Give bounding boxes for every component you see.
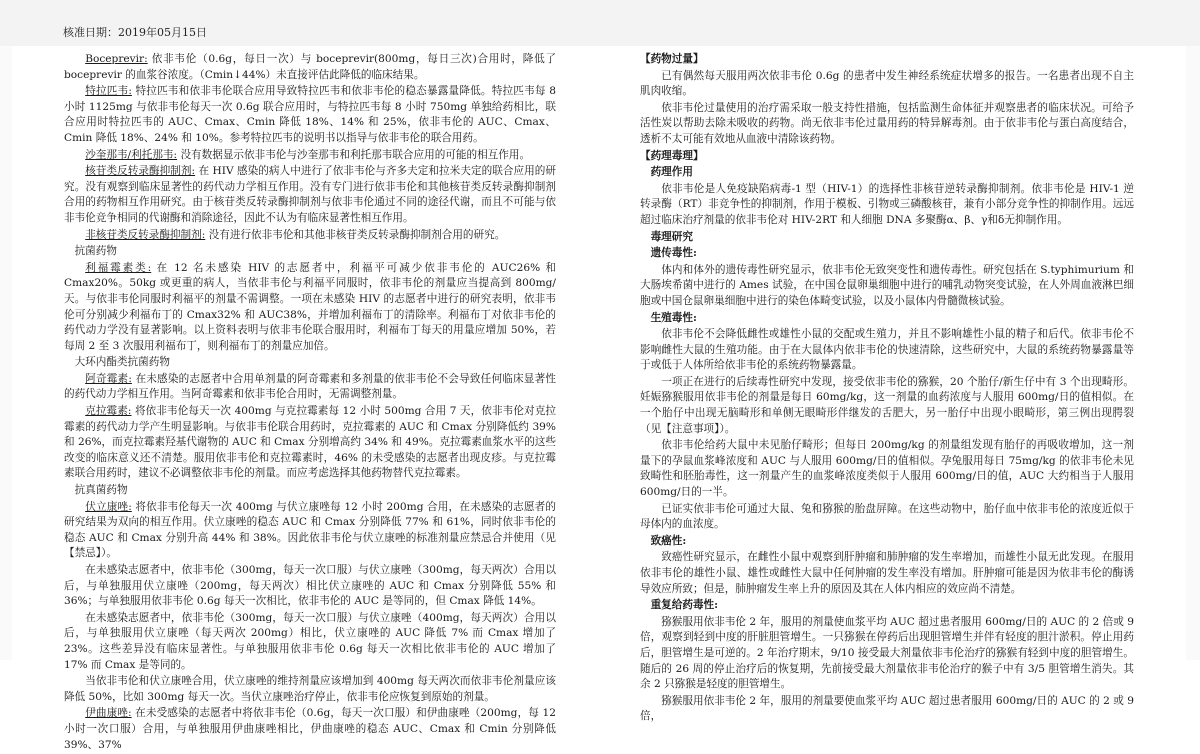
- drug-name-heading: 非核苷类反转录酶抑制剂:: [85, 228, 206, 241]
- paragraph: 一项正在进行的后续毒性研究中发现，接受依非韦伦的猕猴，20 个胎仔/新生仔中有 3 个出现畸形。妊娠猕猴服用依非韦伦的剂量是每日 60mg/kg，这一剂量的血药浓度与人服用 600mg/日的值相似。在一个胎仔中出现无脑畸形和单侧无眼畸形伴继发的舌肥大，另一胎仔中出现小眼畸形，第三例出现腭裂（见【注意事项】）。: [640, 375, 1134, 435]
- subsection-heading: 生殖毒性:: [650, 311, 697, 324]
- paragraph: [64, 706, 556, 753]
- paragraph-text: 将依非韦伦每天一次 400mg 与伏立康唑每 12 小时 200mg 合用，在未感染的志愿者的研究结果为双向的相互作用。伏立康唑的稳态 AUC 和 Cmax 分别降低 77% 和 61%，同时依非韦伦的稳态 AUC 和 Cmax 分别升高 44% 和 38%。因此依非韦伦与伏立康唑的标准剂量应禁忌合并使用（见【禁忌】）。: [64, 500, 556, 560]
- section-heading: 【药物过量】: [640, 53, 704, 65]
- paragraph-text: 在未感染的志愿者中合用单剂量的阿奇霉素和多剂量的依非韦伦不会导致任何临床显著性的药代动力学相互作用。当阿奇霉素和依非韦伦合用时，无需调整剂量。: [64, 372, 556, 401]
- paragraph-text: 在 12 名未感染 HIV 的志愿者中，利福平可减少依非韦伦的 AUC26% 和 Cmax20%。50kg 或更重的病人，当依非韦伦与利福平同服时，依非韦伦的剂量应当提高到 800mg/天。与依非韦伦同服时利福平的剂量不需调整。一项在未感染 HIV 的志愿者中进行的研究表明，依非韦伦可分别减少利福布丁的 Cmax32% 和 AUC38%，并增加利福布丁的清除率。利福布丁对依非韦伦的药代动力学没有显著影响。以上资料表明与依非韦伦联合服用时，利福布丁每天的用量应增加 50%，若每周 2 至 3 次服用利福布丁，则利福布丁的剂量应加倍。: [64, 261, 556, 352]
- paragraph-text: 在 HIV 感染的病人中进行了依非韦伦与齐多夫定和拉米夫定的联合应用的研究。没有观察到临床显著性的药代动力学相互作用。没有专门进行依非韦伦和其他核苷类反转录酶抑制剂合用的药物相互作用研究。由于核苷类反转录酶抑制剂与依非韦伦通过不同的途径代谢，而且不可能与依非韦伦竞争相同的代谢酶和消除途径，因此不认为有临床显著性相互作用。: [64, 165, 556, 224]
- paragraph: [64, 372, 556, 403]
- paragraph-text: 将依非韦伦每天一次 400mg 与克拉霉素每 12 小时 500mg 合用 7 天，依非韦伦对克拉霉素的药代动力学产生明显影响。与依非韦伦联合用药时，克拉霉素的 AUC 和 Cmax 分别降低约 39% 和 26%，而克拉霉素羟基代谢物的 AUC 和 Cmax 分别增高约 34% 和 49%。克拉霉素血浆水平的这些改变的临床意义还不清楚。服用依非韦伦和克拉霉素时，46% 的未受感染的志愿者出现皮疹。与克拉霉素联合用药时，建议不必调整依非韦伦的剂量。而应考虑选择其他药物替代克拉霉素。: [64, 405, 556, 480]
- paragraph: 依非韦伦是人免疫缺陷病毒-1 型（HIV-1）的选择性非核苷逆转录酶抑制剂。依非韦伦是 HIV-1 逆转录酶（RT）非竞争性的抑制剂，作用于模板、引物或三磷酸核苷，兼有小部分竞争性的抑制作用。远远超过临床治疗剂量的依非韦伦对 HIV-2RT 和人细胞 DNA 多聚酶α、β、γ和δ无抑制作用。: [640, 182, 1134, 226]
- subsection-heading: 药理作用: [650, 166, 693, 179]
- subsection-heading: 遗传毒性:: [650, 247, 697, 260]
- paragraph: 在未感染志愿者中，依非韦伦（300mg，每天一次口服）与伏立康唑（300mg，每天两次）合用以后，与单独服用伏立康唑（200mg，每天两次）相比伏立康唑的 AUC 和 Cmax 分别降低 55% 和 36%；与单独服用依非韦伦 0.6g 每天一次相比，依非韦伦的 AUC 是等同的，但 Cmax 降低 14%。: [64, 564, 556, 608]
- page-header-band: [0, 0, 1200, 46]
- left-margin: [0, 0, 12, 660]
- paragraph-text: 特拉匹韦和依非韦伦联合应用导致特拉匹韦和依非韦伦的稳态暴露量降低。特拉匹韦每 8 小时 1125mg 与依非韦伦每天一次 0.6g 联合应用时，与特拉匹韦每 8 小时 750mg 单独给药相比，联合应用时特拉匹韦的 AUC、Cmax、Cmin 降低 18%、14% 和 25%，依非韦伦的 AUC、Cmax、Cmin 降低 18%、24% 和 10%。参考特拉匹韦的说明书以指导与依非韦伦的联合用药。: [64, 85, 556, 144]
- right-column: [640, 52, 1134, 726]
- paragraph: 依非韦伦不会降低雌性或雄性小鼠的交配或生殖力，并且不影响雄性小鼠的精子和后代。依非韦伦不影响雌性大鼠的生殖功能。由于在大鼠体内依非韦伦的快速清除，这些研究中，大鼠的系统药物暴露量等于或低于人体所给依非韦伦的系统药物暴露量。: [640, 328, 1134, 372]
- paragraph: 依非韦伦给药大鼠中未见胎仔畸形；但每日 200mg/kg 的剂量组发现有胎仔的再吸收增加，这一剂量下的孕鼠血浆峰浓度和 AUC 与人服用 600mg/日的值相似。孕兔服用每日 75mg/kg 的依非韦伦未见致畸性和胚胎毒性，这一剂量产生的血浆峰浓度类似于人服用 600mg/日的值，AUC 大约相当于人服用 600mg/日的一半。: [640, 439, 1134, 499]
- paragraph: [64, 500, 556, 562]
- paragraph-text: 在未受感染的志愿者中将依非韦伦（0.6g，每天一次口服）和伊曲康唑（200mg，每 12 小时一次口服）合用，与单独服用伊曲康唑相比，伊曲康唑的稳态 AUC、Cmax 和 Cmin 分别降低 39%、37%: [64, 707, 557, 751]
- category-label: 抗菌药物: [74, 245, 117, 258]
- category-label: 大环内酯类抗菌药物: [74, 356, 170, 369]
- drug-name-heading: 伏立康唑:: [85, 500, 132, 513]
- drug-name-heading: Boceprevir:: [85, 53, 148, 65]
- drug-name-heading: 阿奇霉素:: [85, 372, 132, 385]
- paragraph: 猕猴服用依非韦伦 2 年，服用的剂量使血浆平均 AUC 超过患者服用 600mg/日的 AUC 的 2 倍或 9 倍，观察到轻到中度的肝脏胆管增生。一只猕猴在停药后出现胆管增生并伴有轻度的胆汁淤积。停止用药后，胆管增生是可逆的。2 年治疗期末，9/10 接受最大剂量依非韦伦治疗的猕猴有轻到中度的胆管增生。随后的 26 周的停止治疗后的恢复期，先前接受最大剂量依非韦伦治疗的猴子中有 3/5 胆管增生消失。其余 2 只猕猴是轻度的胆管增生。: [640, 615, 1134, 691]
- paragraph: [64, 404, 556, 482]
- drug-name-heading: 核苷类反转录酶抑制剂:: [85, 165, 196, 178]
- paragraph: 猕猴服用依非韦伦 2 年，服用的剂量要使血浆平均 AUC 超过患者服用 600mg/日的 AUC 的 2 或 9 倍，: [640, 694, 1134, 723]
- subsection-heading: 致癌性:: [650, 534, 687, 547]
- paragraph: 已有偶然每天服用两次依非韦伦 0.6g 的患者中发生神经系统症状增多的报告。一名患者出现不自主肌肉收缩。: [640, 69, 1134, 98]
- paragraph-text: 没有数据显示依非韦伦与沙奎那韦和利托那韦联合应用的可能的相互作用。: [177, 148, 531, 161]
- drug-name-heading: 特拉匹韦:: [85, 85, 132, 98]
- paragraph: 依非韦伦过量使用的治疗需采取一般支持性措施，包括监测生命体征并观察患者的临床状况。可给予活性炭以帮助去除未吸收的药物。尚无依非韦伦过量用药的特异解毒剂。由于依非韦伦与蛋白高度结合，透析不太可能有效地从血液中清除该药物。: [640, 101, 1134, 145]
- scrollbar-track[interactable]: [1186, 0, 1200, 660]
- paragraph: 致癌性研究显示，在雌性小鼠中观察到肝肿瘤和肺肿瘤的发生率增加，而雄性小鼠无此发现。在服用依非韦伦的雄性小鼠、雄性或雌性大鼠中任何肿瘤的发生率没有增加。肝肿瘤可能是因为依非韦伦的酶诱导效应所致；但是，肺肿瘤发生率上升的原因及其在人体内相应的效应尚不清楚。: [640, 551, 1134, 595]
- drug-name-heading: 伊曲康唑:: [85, 707, 132, 720]
- left-column: [64, 52, 556, 754]
- section-heading: 【药理毒理】: [640, 149, 704, 162]
- paragraph: [64, 148, 556, 164]
- paragraph: [64, 84, 556, 146]
- paragraph: 当依非韦伦和伏立康唑合用，伏立康唑的维持剂量应该增加到 400mg 每天两次而依非韦伦剂量应该降低 50%，比如 300mg 每天一次。当伏立康唑治疗停止，依非韦伦应恢复到原始的剂量。: [64, 675, 556, 703]
- subsection-heading: 毒理研究: [650, 230, 693, 243]
- subsection-heading: 重复给药毒性:: [650, 599, 719, 612]
- drug-name-heading: 沙奎那韦/利托那韦:: [85, 148, 178, 161]
- paragraph: [64, 228, 556, 244]
- paragraph-text: 依非韦伦（0.6g，每日一次）与 boceprevir(800mg，每日三次)合用时，降低了 boceprevir 的血浆谷浓度。（Cmin↓44%）未直接评估此降低的临床结果。: [64, 53, 556, 81]
- drug-name-heading: 利福霉素类:: [85, 261, 152, 274]
- paragraph: 体内和体外的遗传毒性研究显示，依非韦伦无致突变性和遗传毒性。研究包括在 S.typhimurium 和大肠埃希菌中进行的 Ames 试验，在中国仓鼠卵巢细胞中进行的哺乳动物突变试验，在人外周血液淋巴细胞或中国仓鼠卵巢细胞中进行的染色体畸变试验，以及小鼠体内骨髓微核试验。: [640, 263, 1134, 307]
- paragraph: 在未感染志愿者中，依非韦伦（300mg，每天一次口服）与伏立康唑（400mg，每天两次）合用以后，与单独服用伏立康唑（每天两次 200mg）相比，伏立康唑的 AUC 降低 7% 而 Cmax 增加了 23%。这些差异没有临床显著性。与单独服用依非韦伦 0.6g 每天一次相比依非韦伦的 AUC 增加了 17% 而 Cmax 是等同的。: [64, 611, 556, 671]
- drug-name-heading: 克拉霉素:: [85, 405, 132, 418]
- paragraph-text: 没有进行依非韦伦和其他非核苷类反转录酶抑制剂合用的研究。: [205, 228, 506, 241]
- paragraph: 已证实依非韦伦可通过大鼠、兔和猕猴的胎盘屏障。在这些动物中，胎仔血中依非韦伦的浓度近似于母体内的血浓度。: [640, 502, 1134, 531]
- paragraph: [64, 164, 556, 226]
- paragraph: [64, 261, 556, 355]
- approval-date: 核准日期：2019年05月15日: [63, 26, 207, 39]
- paragraph: [64, 52, 556, 83]
- category-label: 抗真菌药物: [74, 484, 128, 497]
